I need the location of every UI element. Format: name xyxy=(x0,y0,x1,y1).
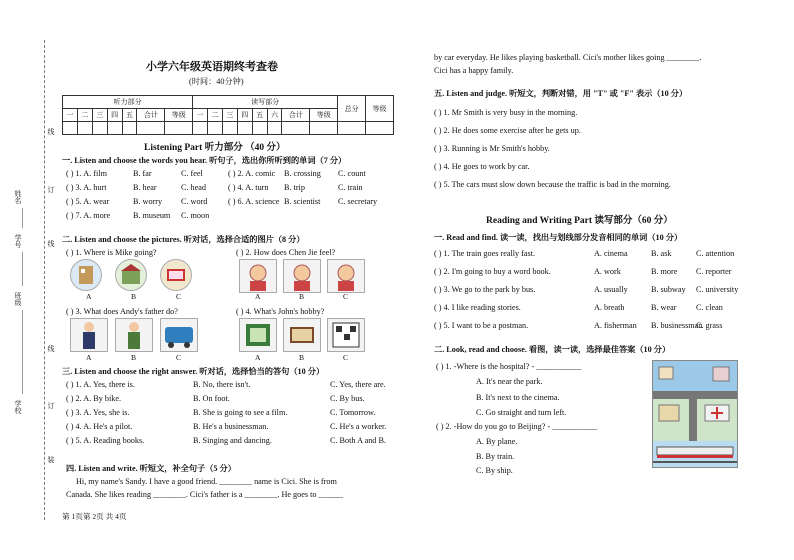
r1-option: B. businessman xyxy=(651,321,703,330)
l5-item: ( ) 3. Running is Mr Smith's hobby. xyxy=(434,144,550,153)
label-b: B xyxy=(131,353,137,362)
margin-label-student-no: 学号 xyxy=(14,234,22,248)
picture-q3-c xyxy=(160,318,198,352)
label-c: C xyxy=(176,353,182,362)
l5-item: ( ) 2. He does some exercise after he gets up. xyxy=(434,126,581,135)
l4-line4: Cici has a happy family. xyxy=(434,66,514,75)
r1-option: ( ) 2. I'm going to buy a word book. xyxy=(434,267,551,276)
r2-q1-b: B. It's next to the cinema. xyxy=(476,393,560,402)
picture-q4-a xyxy=(239,318,277,352)
score-col: 一 xyxy=(63,109,78,122)
l3-option: ( ) 3. A. Yes, she is. xyxy=(66,408,130,417)
r2-q2-b: B. By train. xyxy=(476,452,515,461)
label-a: A xyxy=(255,353,261,362)
picture-q2-a xyxy=(239,259,277,293)
label-a: A xyxy=(86,292,92,301)
r1-option: ( ) 1. The train goes really fast. xyxy=(434,249,536,258)
l1-option: ( ) 1. A. film xyxy=(66,169,107,178)
margin-mark-bind: 装 xyxy=(47,456,55,463)
l3-option: C. Tomorrow. xyxy=(330,408,376,417)
l3-option: B. She is going to see a film. xyxy=(193,408,288,417)
time-limit: (时间：40分钟) xyxy=(189,77,244,86)
picture-q1-a xyxy=(70,259,102,291)
l3-option: B. He's a businessman. xyxy=(193,422,269,431)
r1-title: 一. Read and find. 读一读，找出与划线部分发音相同的单词（10 分） xyxy=(434,233,683,242)
l3-option: B. No, there isn't. xyxy=(193,380,251,389)
r1-option: A. usually xyxy=(594,285,628,294)
score-col-grade-final: 等级 xyxy=(366,96,394,122)
score-col: 四 xyxy=(107,109,122,122)
l5-item: ( ) 5. The cars must slow down because the traffic is bad in the morning. xyxy=(434,180,671,189)
label-a: A xyxy=(255,292,261,301)
r1-option: B. wear xyxy=(651,303,677,312)
score-col: 合计 xyxy=(282,109,310,122)
score-table xyxy=(62,95,394,135)
picture-q2-b xyxy=(283,259,321,293)
l1-option: C. head xyxy=(181,183,207,192)
score-col: 三 xyxy=(222,109,237,122)
r2-q2-c: C. By ship. xyxy=(476,466,513,475)
label-a: A xyxy=(86,353,92,362)
r1-option: A. cinema xyxy=(594,249,628,258)
l2-q1: ( ) 1. Where is Mike going? xyxy=(66,248,157,257)
r1-option: C. university xyxy=(696,285,739,294)
r2-q1-a: A. It's near the park. xyxy=(476,377,543,386)
r1-option: C. clean xyxy=(696,303,723,312)
l1-option: B. hear xyxy=(133,183,157,192)
l3-option: ( ) 2. A. By bike. xyxy=(66,394,122,403)
l1-option: C. secretary xyxy=(338,197,378,206)
label-b: B xyxy=(299,292,305,301)
picture-q3-a xyxy=(70,318,108,352)
l5-item: ( ) 1. Mr Smith is very busy in the morning. xyxy=(434,108,578,117)
score-col: 五 xyxy=(252,109,267,122)
l1-option: B. scientist xyxy=(284,197,321,206)
score-group-reading: 读写部分 xyxy=(193,96,338,109)
l1-option: B. worry xyxy=(133,197,163,206)
l2-q4: ( ) 4. What's John's hobby? xyxy=(236,307,325,316)
l5-item: ( ) 4. He goes to work by car. xyxy=(434,162,530,171)
l1-option: B. museum xyxy=(133,211,171,220)
label-b: B xyxy=(299,353,305,362)
r1-option: B. ask xyxy=(651,249,672,258)
label-c: C xyxy=(343,353,349,362)
listening-heading: Listening Part 听力部分 （40 分） xyxy=(144,143,286,153)
r1-option: A. fisherman xyxy=(594,321,637,330)
reading-heading: Reading and Writing Part 读写部分（60 分） xyxy=(486,216,673,226)
r2-q1-c: C. Go straight and turn left. xyxy=(476,408,567,417)
l1-option: C. feel xyxy=(181,169,203,178)
margin-mark-line-2: 线 xyxy=(47,240,55,247)
r1-option: C. grass xyxy=(696,321,723,330)
r1-option: B. more xyxy=(651,267,678,276)
town-map-picture xyxy=(652,360,738,468)
label-b: B xyxy=(131,292,137,301)
l3-option: B. On foot. xyxy=(193,394,230,403)
score-col: 二 xyxy=(208,109,223,122)
margin-label-class: 班级 xyxy=(14,292,22,306)
picture-q1-c xyxy=(160,259,192,291)
l1-option: ( ) 5. A. wear xyxy=(66,197,110,206)
margin-mark-order-2: 订 xyxy=(47,402,55,409)
l3-option: ( ) 5. A. Reading books. xyxy=(66,436,145,445)
r1-option: C. attention xyxy=(696,249,735,258)
l1-option: C. moon xyxy=(181,211,210,220)
l2-title: 二. Listen and choose the pictures. 听对话，选择合适的图片（8 分） xyxy=(62,235,305,244)
r1-option: ( ) 4. I like reading stories. xyxy=(434,303,521,312)
margin-label-name: 姓名 xyxy=(14,190,22,204)
l3-option: C. Both A and B. xyxy=(330,436,386,445)
label-c: C xyxy=(176,292,182,301)
l4-line2: Canada. She likes reading ________. Cici's father is a ________. He goes to ______ xyxy=(66,490,344,499)
l1-title: 一. Listen and choose the words you hear. 听句子，选出你所听到的单词（7 分） xyxy=(62,156,347,165)
margin-mark-line: 线 xyxy=(47,128,55,135)
r1-option: A. work xyxy=(594,267,621,276)
l1-option: C. count xyxy=(338,169,366,178)
picture-q2-c xyxy=(327,259,365,293)
score-col: 合计 xyxy=(137,109,165,122)
l2-q2: ( ) 2. How does Chen Jie feel? xyxy=(236,248,336,257)
l3-option: C. Yes, there are. xyxy=(330,380,386,389)
picture-q4-c xyxy=(327,318,365,352)
r2-q2-a: A. By plane. xyxy=(476,437,518,446)
l3-title: 三. Listen and choose the right answer. 听对话，选择恰当的答句（10 分） xyxy=(62,367,325,376)
l1-option: ( ) 6. A. science xyxy=(228,197,280,206)
margin-label-school: 学校 xyxy=(14,400,22,414)
picture-q1-b xyxy=(115,259,147,291)
l3-option: ( ) 1. A. Yes, there is. xyxy=(66,380,135,389)
l3-option: C. By bus. xyxy=(330,394,365,403)
page-footer: 第 1页第 2页 共 4页 xyxy=(62,512,127,521)
score-group-listening: 听力部分 xyxy=(63,96,193,109)
score-col: 五 xyxy=(122,109,137,122)
r1-option: C. reporter xyxy=(696,267,732,276)
score-col: 六 xyxy=(267,109,282,122)
l1-option: C. train xyxy=(338,183,363,192)
l1-option: B. crossing xyxy=(284,169,321,178)
r2-q1: ( ) 1. -Where is the hospital? - ___________ xyxy=(436,362,582,371)
l1-option: C. word xyxy=(181,197,208,206)
margin-mark-order: 订 xyxy=(47,186,55,193)
score-col: 三 xyxy=(92,109,107,122)
r1-option: ( ) 5. I want to be a postman. xyxy=(434,321,529,330)
margin-mark-line-3: 线 xyxy=(47,345,55,352)
l3-option: B. Singing and dancing. xyxy=(193,436,272,445)
paper-title: 小学六年级英语期终考查卷 xyxy=(146,61,278,73)
l1-option: B. trip xyxy=(284,183,305,192)
l1-option: ( ) 3. A. hurt xyxy=(66,183,107,192)
l3-option: C. He's a worker. xyxy=(330,422,387,431)
l5-title: 五. Listen and judge. 听短文，判断对错，用 "T" 或 "F" 表示（10 分） xyxy=(434,89,688,98)
l3-option: ( ) 4. A. He's a pilot. xyxy=(66,422,133,431)
r1-option: B. subway xyxy=(651,285,686,294)
l4-title: 四. Listen and write. 听短文，补全句子（5 分） xyxy=(66,464,236,473)
l1-option: ( ) 7. A. more xyxy=(66,211,111,220)
score-col: 一 xyxy=(193,109,208,122)
l1-option: ( ) 4. A. turn xyxy=(228,183,269,192)
score-col-total: 总分 xyxy=(338,96,366,122)
picture-q3-b xyxy=(115,318,153,352)
score-col: 二 xyxy=(77,109,92,122)
r1-option: ( ) 3. We go to the park by bus. xyxy=(434,285,536,294)
picture-q4-b xyxy=(283,318,321,352)
label-c: C xyxy=(343,292,349,301)
r2-title: 二. Look, read and choose. 看图，读一读，选择最佳答案（10 分） xyxy=(434,345,671,354)
r2-q2: ( ) 2. -How do you go to Beijing? - ___________ xyxy=(436,422,598,431)
l4-line3: by car everyday. He likes playing basketball. Cici's mother likes going ________. xyxy=(434,53,702,62)
l1-option: B. far xyxy=(133,169,152,178)
score-col: 等级 xyxy=(310,109,338,122)
l1-option: ( ) 2. A. comic xyxy=(228,169,276,178)
binding-line xyxy=(44,40,45,520)
score-col: 四 xyxy=(237,109,252,122)
l2-q3: ( ) 3. What does Andy's father do? xyxy=(66,307,178,316)
r1-option: A. breath xyxy=(594,303,625,312)
score-col: 等级 xyxy=(165,109,193,122)
l4-line1: Hi, my name's Sandy. I have a good friend. ________ name is Cici. She is from xyxy=(76,477,337,486)
